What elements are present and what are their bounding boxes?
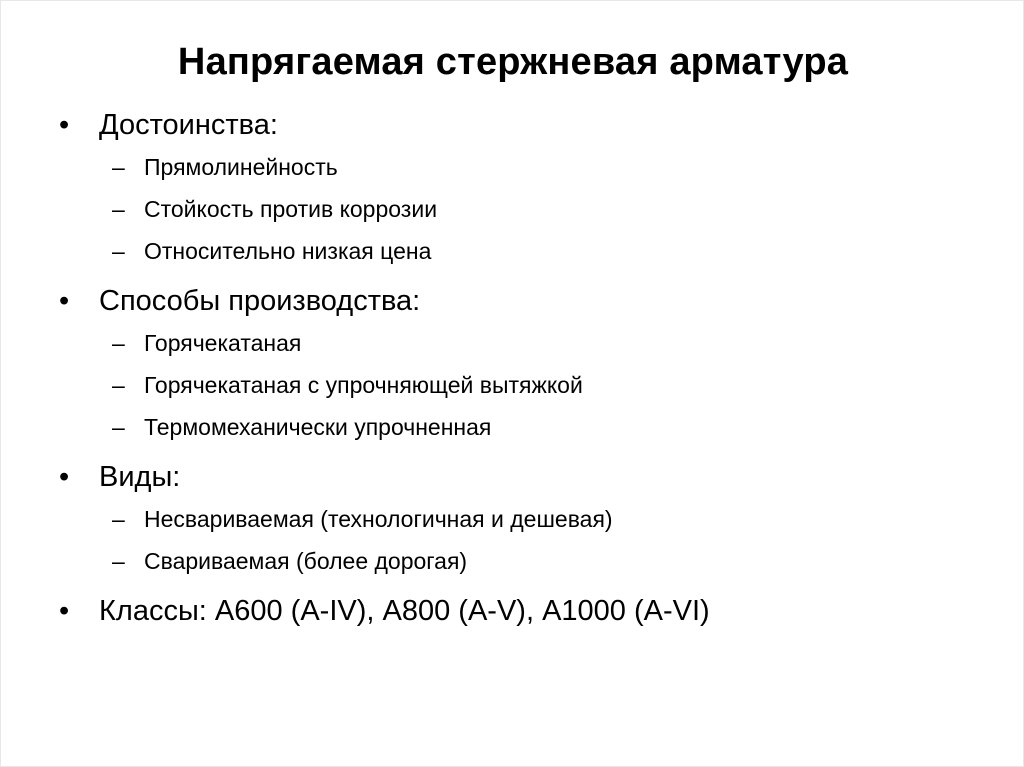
dash-marker: – [112, 238, 125, 264]
dash-marker: – [112, 506, 125, 532]
sub-list-item-label: Термомеханически упрочненная [144, 414, 492, 440]
bullet-marker: • [59, 595, 70, 627]
sub-list-item-label: Относительно низкая цена [144, 238, 432, 264]
sub-list-item-label: Горячекатаная с упрочняющей вытяжкой [144, 372, 583, 398]
dash-marker: – [112, 548, 125, 574]
sub-list-item-label: Прямолинейность [144, 154, 338, 180]
dash-marker: – [112, 372, 125, 398]
list-item-label: Классы: А600 (А-IV), А800 (А-V), А1000 (А-VI) [99, 595, 710, 627]
dash-marker: – [112, 196, 125, 222]
bullet-list [1, 1, 1024, 767]
bullet-marker: • [59, 461, 70, 493]
dash-marker: – [112, 330, 125, 356]
sub-list-item-label: Горячекатаная [144, 330, 302, 356]
bullet-marker: • [59, 285, 70, 317]
list-item-label: Достоинства: [99, 109, 278, 141]
list-item-label: Виды: [99, 461, 181, 493]
slide-title: Напрягаемая стержневая арматура [177, 41, 849, 83]
sub-list-item-label: Свариваемая (более дорогая) [144, 548, 468, 574]
list-item-label: Способы производства: [99, 285, 421, 317]
bullet-marker: • [59, 109, 70, 141]
dash-marker: – [112, 154, 125, 180]
sub-list-item-label: Несвариваемая (технологичная и дешевая) [144, 506, 613, 532]
sub-list-item-label: Стойкость против коррозии [144, 196, 438, 222]
dash-marker: – [112, 414, 125, 440]
